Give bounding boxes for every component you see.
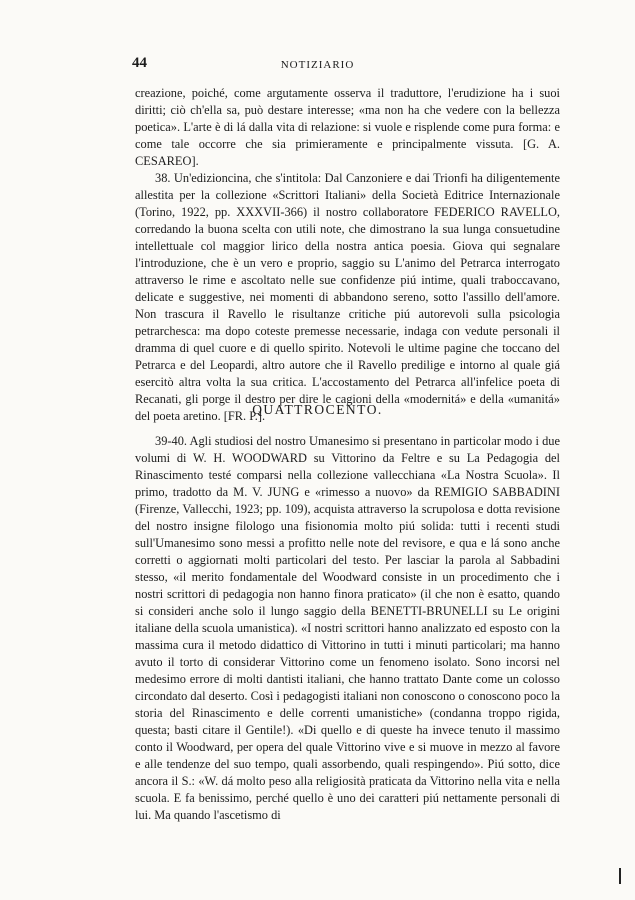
section-heading-quattrocento: QUATTROCENTO. xyxy=(252,402,383,417)
margin-mark xyxy=(619,868,621,884)
page-number: 44 xyxy=(132,55,147,71)
item-39-40-paragraph: 39-40. Agli studiosi del nostro Umanesimo si presentano in particolar modo i due volumi di W. H. WOODWARD su Vittorino da Feltre e su La Pedagogia del Rinascimento testé comparsi nella collezione vallecchiana «La Nostra Scuola». Il primo, tradotto da M. V. JUNG e «rimesso a nuovo» da REMIGIO SABBADINI (Firenze, Vallecchi, 1923; pp. 109), acquista attraverso la scrupolosa e dotta revisione del nostro insigne filologo una fisionomia molto piú solida: tutti i recenti studi sull'Umanesimo sono messi a profitto nelle note del revisore, e qua e lá sono anche corretti o aggiornati molti particolari del testo. Per lasciar la parola al Sabbadini stesso, «il merito fondamentale del Woodward consiste in un procedimento che i nostri scrittori di pedagogia non hanno finora praticato» (il che non è esatto, quando si consideri anche solo il lungo saggio della BENETTI-BRUNELLI su Le origini italiane della scuola umanistica). «I nostri scrittori hanno analizzato ed esposto con la massima cura il metodo didattico di Vittorino in tutti i minuti particolari; ma hanno avuto il torto di considerar Vittorino come un fenomeno isolato. Sono incorsi nel medesimo errore di molti dantisti italiani, che hanno trattato Dante come un colosso circondato dal deserto. Così i pedagogisti italiani non conoscono o conoscono poco la storia del Rinascimento e delle correnti umanistiche» (condanna troppo rigida, questa; basti citare il Gentile!). «Di quello e di queste ha invece tenuto il massimo conto il Woodward, per opera del quale Vittorino vive e si muove in mezzo al favore e alle tendenze del suo tempo, quali assorbendo, quali respingendo». Piú sotto, dice ancora il S.: «W. dá molto peso alla religiosità praticata da Vittorino nella vita e nella scuola. E fa benissimo, perché quello è uno dei caratteri piú nettamente personali di lui. Ma quando l'ascetismo di xyxy=(135,434,560,822)
item-38-text-block xyxy=(135,170,560,425)
item-38-paragraph: 38. Un'edizioncina, che s'intitola: Dal Canzoniere e dai Trionfi ha diligentemente allestita per la collezione «Scrittori Italiani» della Società Editrice Internazionale (Torino, 1922, pp. XXXVII-366) il nostro collaboratore FEDERICO RAVELLO, corredando la buona scelta con utili note, che dimostrano la sua lunga consuetudine intellettuale col maggior lirico della nostra antica poesia. Giova qui segnalare l'introduzione, che è un vero e proprio, saggio su L'animo del Petrarca interrogato attraverso le rime e ascoltato nelle sue confidenze piú intime, quali traboccavano, delicate e suggestive, nei momenti di abbandono sereno, sotto l'assillo dell'amore. Non trascura il Ravello le risultanze critiche piú autorevoli sulla psicologia petrarchesca: ma dopo coteste premesse necessarie, indaga con vedute personali il dramma di quel cuore e di quello spirito. Notevoli le ultime pagine che toccano del Petrarca e del Leopardi, altro autore che il Ravello predilige e intorno al quale giá esercitò altra volta la sua critica. L'accostamento del Petrarca all'infelice poeta di Recanati, gli porge il destro per dire le cagioni della «modernitá» e della «umanitá» del poeta aretino. [FR. P.]. xyxy=(135,171,560,423)
item-39-40-text-block xyxy=(135,433,560,824)
continuation-paragraph: creazione, poiché, come argutamente osserva il traduttore, l'erudizione ha i suoi diritti; ciò ch'ella sa, può destare interesse; «ma non ha che vedere con la bellezza poetica». L'arte è di lá dalla vita di relazione: si vuole e risplende come pura forma: e come tale occorre che sia primieramente e principalmente vissuta. [G. A. CESAREO]. xyxy=(135,86,560,168)
continuation-text-block xyxy=(135,85,560,170)
running-head: NOTIZIARIO xyxy=(280,59,355,71)
